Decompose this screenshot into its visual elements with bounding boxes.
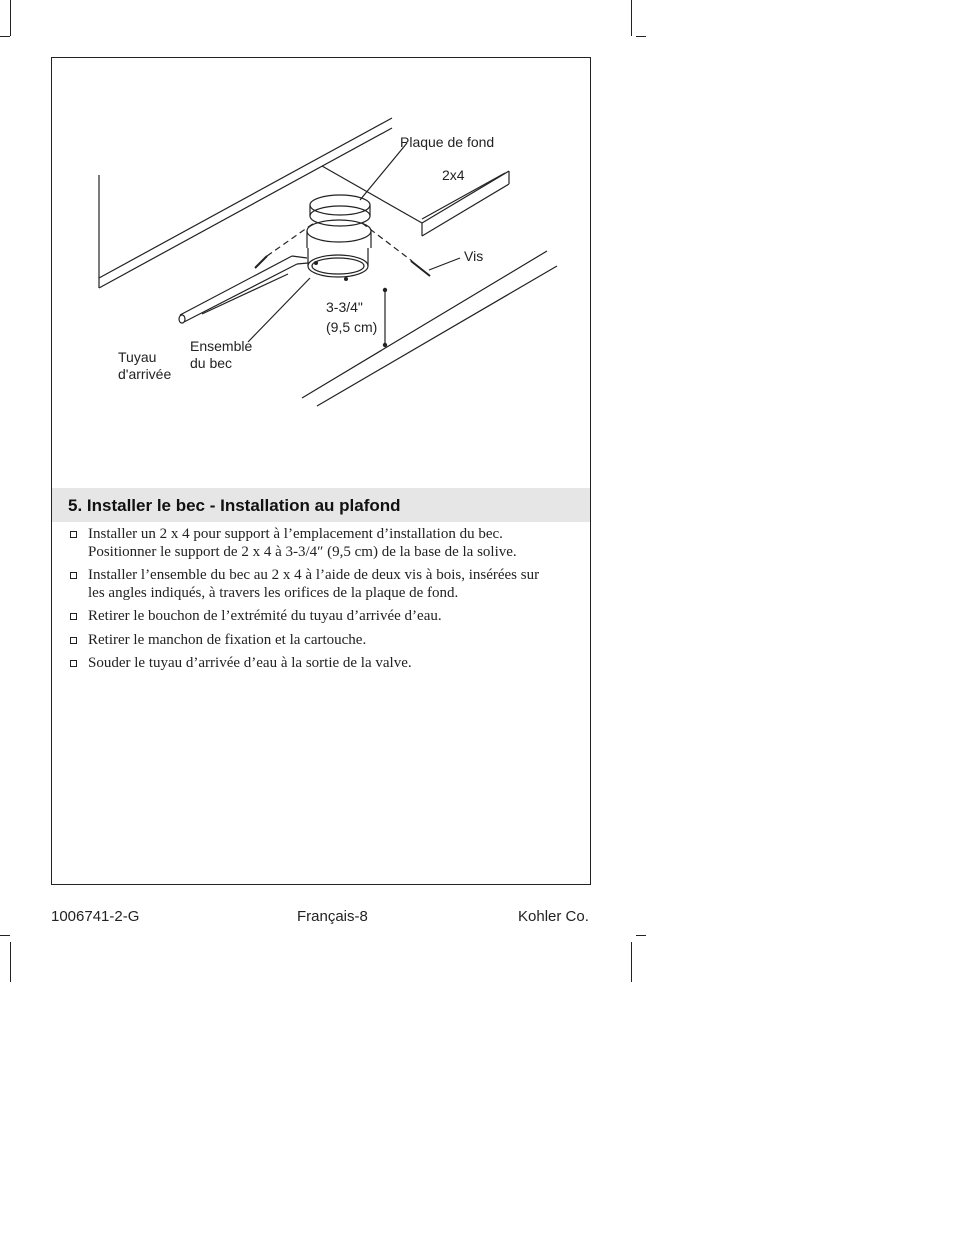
checkbox-icon <box>70 572 77 579</box>
installation-diagram <box>52 58 590 458</box>
step-text: Installer l’ensemble du bec au 2 x 4 à l’aide de deux vis à bois, insérées sur les angles indiqués, à travers les orifices de la plaque de fond. <box>88 567 540 601</box>
crop-mark <box>631 942 632 982</box>
section-title: 5. Installer le bec - Installation au plafond <box>68 496 401 515</box>
crop-mark <box>10 0 11 36</box>
crop-mark <box>0 935 10 936</box>
label-measure-inches: 3-3/4" <box>326 299 363 315</box>
instruction-list <box>68 526 558 679</box>
label-tuyau: Tuyau <box>118 349 157 365</box>
crop-mark <box>0 36 10 37</box>
label-2x4: 2x4 <box>442 167 465 183</box>
footer-doc-number: 1006741-2-G <box>51 908 140 925</box>
content-frame <box>51 57 591 885</box>
crop-mark <box>636 36 646 37</box>
list-item <box>68 526 558 561</box>
checkbox-icon <box>70 531 77 538</box>
crop-mark <box>10 942 11 982</box>
list-item <box>68 655 558 673</box>
checkbox-icon <box>70 660 77 667</box>
footer-page-number: Français-8 <box>297 908 368 925</box>
checkbox-icon <box>70 613 77 620</box>
footer-company: Kohler Co. <box>518 908 589 925</box>
label-measure-cm: (9,5 cm) <box>326 319 378 335</box>
label-darrivee: d'arrivée <box>118 366 172 382</box>
list-item <box>68 608 558 626</box>
section-header <box>52 488 590 522</box>
step-text: Retirer le bouchon de l’extrémité du tuyau d’arrivée d’eau. <box>88 608 442 624</box>
label-vis: Vis <box>464 248 484 264</box>
step-text: Souder le tuyau d’arrivée d’eau à la sortie de la valve. <box>88 655 412 671</box>
crop-mark <box>631 0 632 36</box>
list-item <box>68 632 558 650</box>
step-text: Retirer le manchon de fixation et la cartouche. <box>88 631 367 648</box>
crop-mark <box>636 935 646 936</box>
list-item <box>68 567 558 602</box>
label-plaque-de-fond: Plaque de fond <box>400 134 495 150</box>
label-du-bec: du bec <box>190 355 233 371</box>
step-text: Installer un 2 x 4 pour support à l’emplacement d’installation du bec. Positionner le support de 2 x 4 à 3-3/4″ (9,5 cm) de la base de la solive. <box>88 526 517 560</box>
label-ensemble: Ensemble <box>190 338 253 354</box>
checkbox-icon <box>70 637 77 644</box>
